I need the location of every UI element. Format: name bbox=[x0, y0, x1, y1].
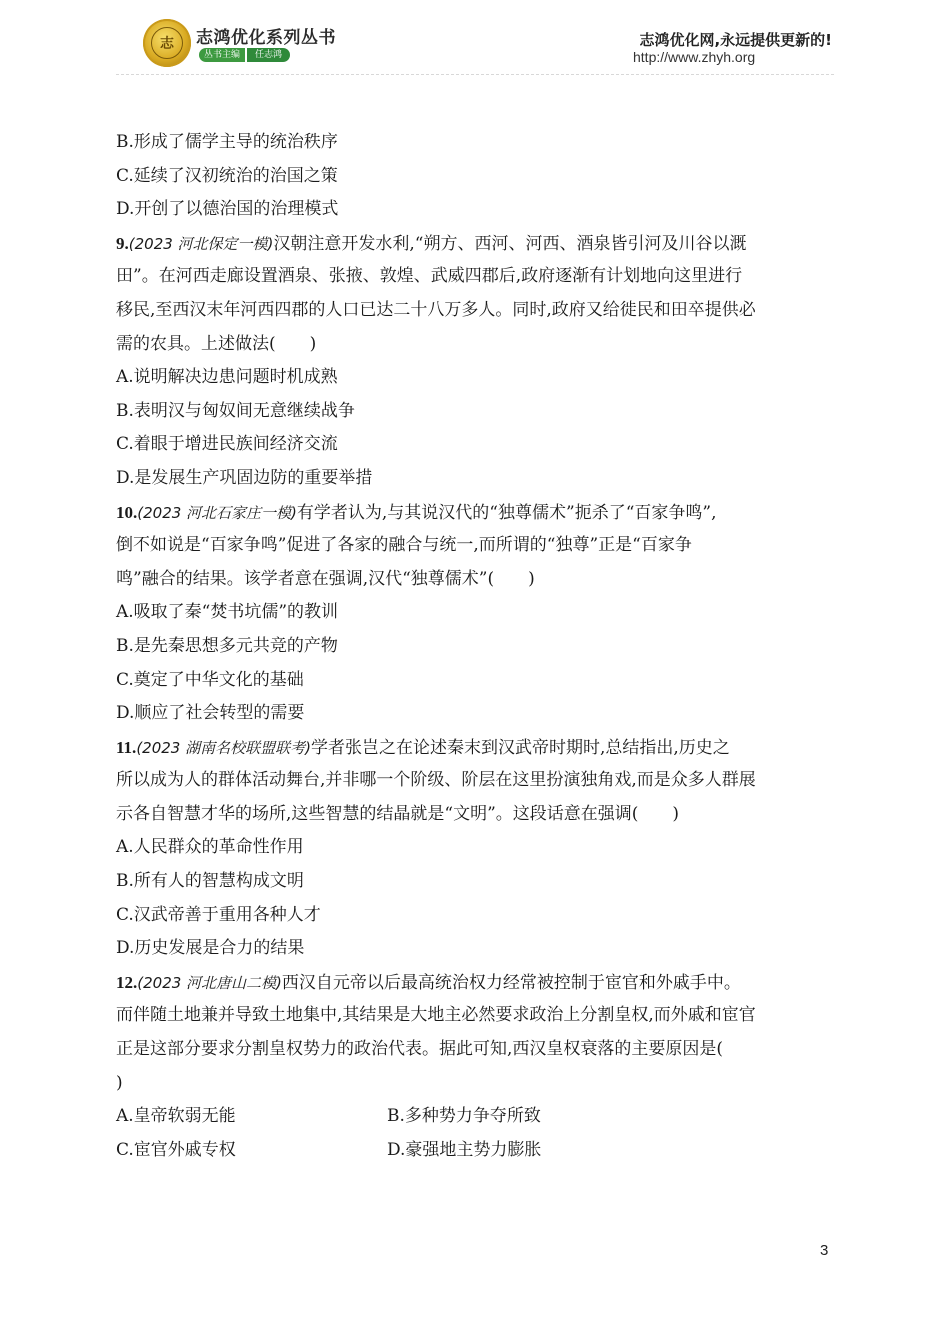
option-line: D.开创了以德治国的治理模式 bbox=[116, 199, 339, 220]
option-b: B.多种势力争夺所致 bbox=[387, 1106, 541, 1127]
option-a: A.吸取了秦“焚书坑儒”的教训 bbox=[116, 602, 339, 623]
question-source: (2023 河北唐山二模) bbox=[137, 973, 282, 992]
question-stem-line bbox=[116, 731, 834, 765]
question-number: 12. bbox=[116, 972, 138, 992]
question-source: (2023 河北保定一模) bbox=[128, 234, 274, 253]
option-b: B.所有人的智慧构成文明 bbox=[116, 871, 304, 892]
question-stem-line: 移民,至西汉末年河西四郡的人口已达二十八万多人。同时,政府又给徙民和田卒提供必 bbox=[116, 299, 756, 320]
question-12 bbox=[116, 966, 834, 1168]
question-stem-line: 需的农具。上述做法( ) bbox=[116, 333, 317, 354]
question-stem-text: 学者张岂之在论述秦末到汉武帝时期时,总结指出,历史之 bbox=[310, 737, 730, 758]
question-number: 10. bbox=[116, 502, 138, 522]
question-11 bbox=[116, 731, 834, 966]
page-number: 3 bbox=[820, 1242, 829, 1259]
question-stem-line bbox=[116, 496, 834, 530]
question-source: (2023 湖南名校联盟联考) bbox=[136, 738, 311, 757]
editor-badge bbox=[199, 48, 290, 62]
option-b: B.是先秦思想多元共竞的产物 bbox=[116, 635, 338, 656]
question-stem-line: ) bbox=[116, 1072, 123, 1093]
page-header bbox=[0, 0, 950, 80]
option-line: B.形成了儒学主导的统治秩序 bbox=[116, 132, 338, 152]
question-stem-line bbox=[116, 966, 834, 1000]
question-stem-line bbox=[116, 227, 834, 261]
option-d: D.豪强地主势力膨胀 bbox=[387, 1139, 542, 1160]
option-c: C.着眼于增进民族间经济交流 bbox=[116, 434, 338, 455]
option-b: B.表明汉与匈奴间无意继续战争 bbox=[116, 400, 355, 421]
question-stem-line: 鸣”融合的结果。该学者意在强调,汉代“独尊儒术”( ) bbox=[116, 568, 535, 589]
option-row bbox=[116, 1100, 834, 1134]
editor-name: 任志鸿 bbox=[247, 48, 290, 62]
page-content bbox=[116, 126, 834, 1167]
site-slogan: 志鸿优化网,永远提供更新的! bbox=[639, 31, 832, 49]
series-title: 志鸿优化系列丛书 bbox=[196, 28, 336, 48]
option-a: A.说明解决边患问题时机成熟 bbox=[116, 367, 338, 388]
question-stem-line: 所以成为人的群体活动舞台,并非哪一个阶级、阶层在这里扮演独角戏,而是众多人群展 bbox=[116, 770, 756, 791]
question-stem-text: 汉朝注意开发水利,“朔方、西河、河西、酒泉皆引河及川谷以溉 bbox=[273, 233, 747, 254]
question-stem-line: 示各自智慧才华的场所,这些智慧的结晶就是“文明”。这段话意在强调( ) bbox=[116, 803, 680, 824]
question-stem-line: 田”。在河西走廊设置酒泉、张掖、敦煌、武威四郡后,政府逐渐有计划地向这里进行 bbox=[116, 266, 743, 287]
option-line: C.延续了汉初统治的治国之策 bbox=[116, 165, 338, 186]
editor-label: 丛书主编 bbox=[199, 48, 245, 62]
header-divider bbox=[116, 74, 834, 75]
option-a: A.皇帝软弱无能 bbox=[116, 1106, 236, 1127]
question-stem-text: 有学者认为,与其说汉代的“独尊儒术”扼杀了“百家争鸣”, bbox=[296, 502, 717, 523]
question-9 bbox=[116, 227, 834, 496]
question-stem-line: 正是这部分要求分割皇权势力的政治代表。据此可知,西汉皇权衰落的主要原因是( bbox=[116, 1039, 724, 1060]
question-stem-text: 西汉自元帝以后最高统治权力经常被控制于宦官和外戚手中。 bbox=[281, 972, 741, 993]
option-row bbox=[116, 1134, 834, 1168]
logo-seal-glyph: 志 bbox=[151, 27, 183, 59]
option-d: D.是发展生产巩固边防的重要举措 bbox=[116, 467, 373, 488]
question-stem-line: 而伴随土地兼并导致土地集中,其结果是大地主必然要求政治上分割皇权,而外戚和宦官 bbox=[116, 1005, 756, 1026]
question-stem-line: 倒不如说是“百家争鸣”促进了各家的融合与统一,而所谓的“独尊”正是“百家争 bbox=[116, 535, 692, 556]
question-number: 11. bbox=[116, 737, 137, 757]
option-a: A.人民群众的革命性作用 bbox=[116, 837, 304, 858]
question-number: 9. bbox=[116, 233, 129, 253]
option-d: D.顺应了社会转型的需要 bbox=[116, 703, 305, 724]
site-url-link[interactable]: http://www.zhyh.org bbox=[633, 49, 756, 65]
option-c: C.宦官外戚专权 bbox=[116, 1139, 236, 1160]
option-d: D.历史发展是合力的结果 bbox=[116, 938, 305, 959]
option-c: C.汉武帝善于重用各种人才 bbox=[116, 904, 321, 925]
question-source: (2023 河北石家庄一模) bbox=[137, 503, 297, 522]
question-10 bbox=[116, 496, 834, 731]
option-c: C.奠定了中华文化的基础 bbox=[116, 669, 304, 690]
series-logo-seal bbox=[143, 19, 191, 67]
